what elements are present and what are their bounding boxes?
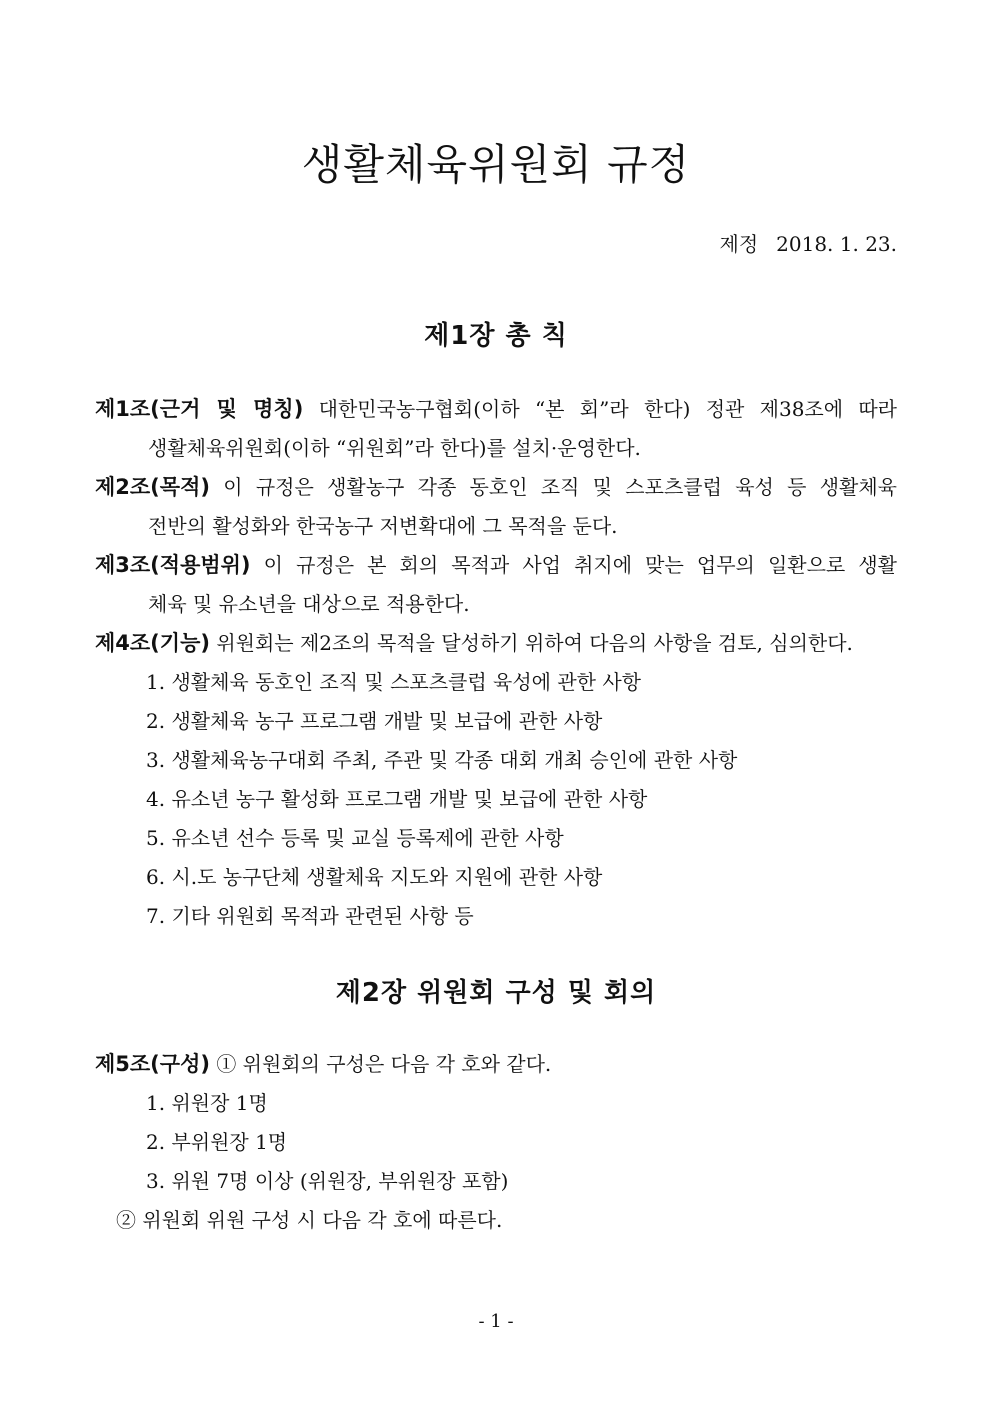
article-3-heading: 제3조(적용범위) [95, 553, 251, 577]
article-5 [95, 1048, 897, 1078]
article-4-item: 7. 기타 위원회 목적과 관련된 사항 등 [146, 904, 474, 928]
article-5-text: ① 위원회의 구성은 다음 각 호와 같다. [216, 1052, 552, 1076]
enactment-date [720, 228, 898, 257]
article-5-paragraph-2: ② 위원회 위원 구성 시 다음 각 호에 따른다. [116, 1208, 503, 1232]
article-2-heading: 제2조(목적) [95, 475, 210, 499]
article-1-heading: 제1조(근거 및 명칭) [95, 397, 304, 421]
article-1-continued: 생활체육위원회(이하 “위원회”라 한다)를 설치·운영한다. [148, 436, 641, 460]
article-5-item: 3. 위원 7명 이상 (위원장, 부위원장 포함) [146, 1169, 509, 1193]
article-3-continued: 체육 및 유소년을 대상으로 적용한다. [148, 592, 470, 616]
chapter-1-title: 제1장 총 칙 [424, 321, 568, 351]
article-5-item: 1. 위원장 1명 [146, 1091, 268, 1115]
article-4-item: 4. 유소년 농구 활성화 프로그램 개발 및 보급에 관한 사항 [146, 787, 648, 811]
article-4-heading: 제4조(기능) [95, 631, 210, 655]
article-1 [95, 393, 897, 423]
article-4-item: 1. 생활체육 동호인 조직 및 스포츠클럽 육성에 관한 사항 [146, 670, 641, 694]
article-2 [95, 471, 897, 501]
article-4 [95, 627, 897, 657]
article-4-item: 2. 생활체육 농구 프로그램 개발 및 보급에 관한 사항 [146, 709, 603, 733]
chapter-2-title: 제2장 위원회 구성 및 회의 [335, 978, 657, 1008]
article-2-continued: 전반의 활성화와 한국농구 저변확대에 그 목적을 둔다. [148, 514, 618, 538]
article-4-text: 위원회는 제2조의 목적을 달성하기 위하여 다음의 사항을 검토, 심의한다. [216, 631, 853, 655]
article-1-text: 대한민국농구협회(이하 “본 회”라 한다) 정관 제38조에 따라 [318, 397, 897, 421]
article-5-item: 2. 부위원장 1명 [146, 1130, 288, 1154]
enactment-label: 제정 [719, 232, 759, 256]
article-5-heading: 제5조(구성) [95, 1052, 210, 1076]
article-4-item: 6. 시.도 농구단체 생활체육 지도와 지원에 관한 사항 [146, 865, 603, 889]
page-number: - 1 - [478, 1311, 514, 1332]
article-2-text: 이 규정은 생활농구 각종 동호인 조직 및 스포츠클럽 육성 등 생활체육 [223, 475, 897, 499]
article-4-item: 3. 생활체육농구대회 주최, 주관 및 각종 대회 개최 승인에 관한 사항 [146, 748, 738, 772]
article-3-text: 이 규정은 본 회의 목적과 사업 취지에 맞는 업무의 일환으로 생활 [263, 553, 897, 577]
enactment-value: 2018. 1. 23. [776, 232, 897, 256]
article-3 [95, 549, 897, 579]
article-4-item: 5. 유소년 선수 등록 및 교실 등록제에 관한 사항 [146, 826, 564, 850]
document-title: 생활체육위원회 규정 [301, 140, 691, 189]
